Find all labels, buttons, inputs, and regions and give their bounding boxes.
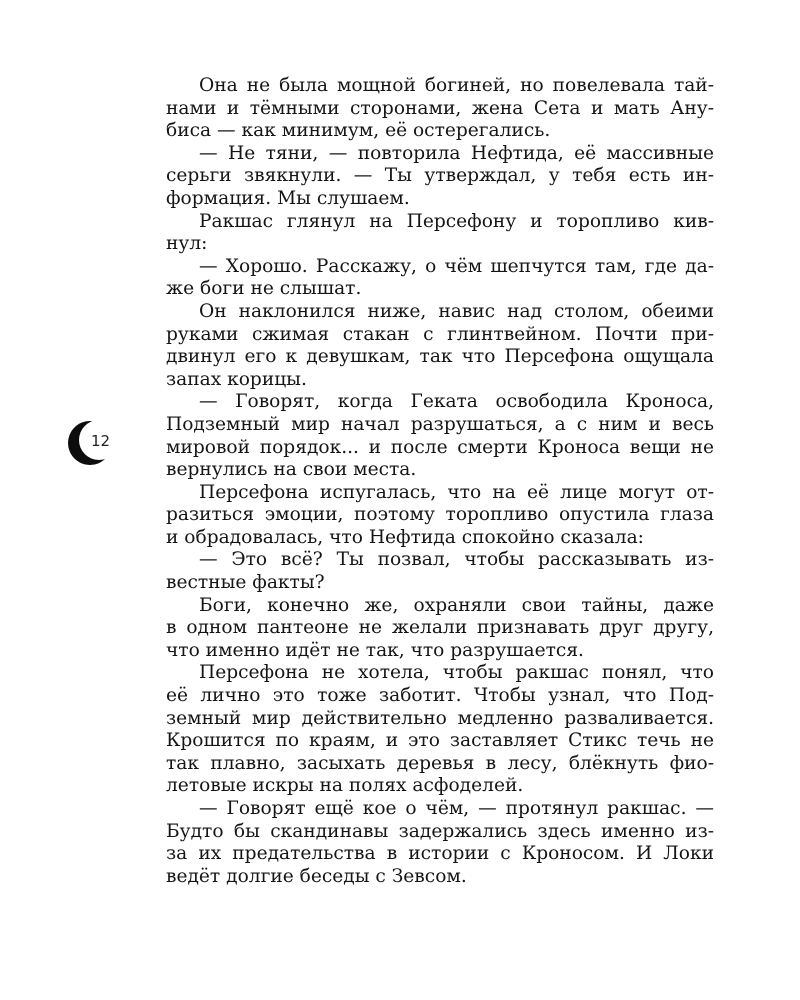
text-line: мировой порядок... и после смерти Кроноса вещи не [166,436,714,458]
text-line: Боги, конечно же, охраняли свои тайны, даже [199,594,714,616]
text-line: биса — как минимум, её остерегались. [166,120,551,142]
text-line: — Говорят ещё кое о чём, — протянул ракшас. — [199,798,714,819]
text-line: нами и тёмными сторонами, жена Сета и мать Ану- [166,97,714,119]
body-text [166,75,714,888]
text-line: за их предательства в истории с Кроносом. И Локи [166,843,714,865]
text-line: Он наклонился ниже, навис над столом, обеими [199,300,714,322]
text-line: — Это всё? Ты позвал, чтобы рассказывать из- [199,549,714,571]
text-line: — Говорят, когда Геката освободила Кроноса, [199,391,714,413]
text-line: Ракшас глянул на Персефону и торопливо кив- [199,210,714,232]
text-line: так плавно, засыхать деревья в лесу, блёкнуть фио- [166,752,714,774]
text-line: — Не тяни, — повторила Нефтида, её массивные [199,142,714,164]
text-line: разиться эмоции, поэтому торопливо опустила глаза [166,504,714,526]
text-line: нул: [166,233,208,255]
text-line: двинул его к девушкам, так что Персефона ощущала [166,346,714,368]
text-line: летовые искры на полях асфоделей. [166,775,524,797]
text-line: Она не была мощной богиней, но повелевала тай- [199,75,714,96]
text-line: запах корицы. [166,368,307,390]
text-line: её лично это тоже заботит. Чтобы узнал, что Под- [166,685,714,707]
text-line: и обрадовалась, что Нефтида спокойно сказала: [166,526,644,548]
text-line: вестные факты? [166,572,325,594]
text-line: серьги звякнули. — Ты утверждал, у тебя есть ин- [166,165,714,187]
text-line: Подземный мир начал разрушаться, а с ним и весь [166,413,714,435]
text-line: ведёт долгие беседы с Зевсом. [166,865,467,887]
text-line: формация. Мы слушаем. [166,187,410,209]
text-line: руками сжимая стакан с глинтвейном. Почти при- [166,323,714,345]
text-line: что именно идёт не так, что разрушается. [166,639,584,661]
text-line: земный мир действительно медленно разваливается. [166,707,714,729]
text-line: вернулись на свои места. [166,459,417,481]
text-line: в одном пантеоне не желали признавать друг другу, [166,617,714,639]
text-line: же боги не слышат. [166,278,362,300]
text-line: Персефона не хотела, чтобы ракшас понял, что [199,662,714,684]
text-line: Будто бы скандинавы задержались здесь именно из- [166,820,714,842]
text-line: — Хорошо. Расскажу, о чём шепчутся там, где да- [199,255,714,277]
text-line: Крошится по краям, и это заставляет Стикс течь не [166,730,714,752]
text-line: Персефона испугалась, что на её лице могут от- [199,481,714,503]
page-number: 12 [91,432,111,450]
